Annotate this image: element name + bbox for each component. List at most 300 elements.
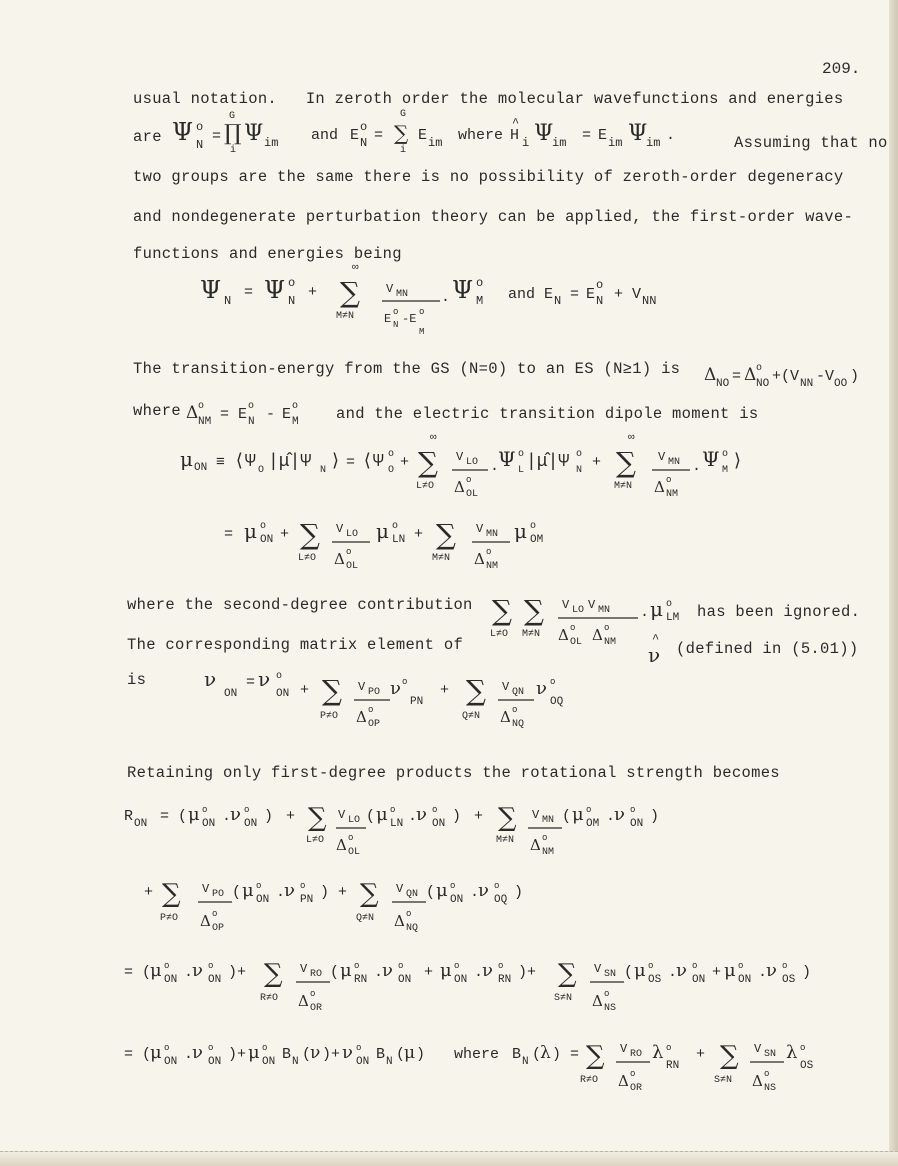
svg-text:E: E bbox=[384, 312, 392, 326]
svg-text:V: V bbox=[386, 282, 394, 296]
svg-text:∞: ∞ bbox=[352, 262, 359, 274]
svg-text:E: E bbox=[282, 406, 292, 423]
svg-text:+: + bbox=[144, 884, 154, 901]
svg-text:ν: ν bbox=[390, 678, 401, 699]
svg-text:o: o bbox=[498, 961, 504, 971]
svg-text:LM: LM bbox=[666, 612, 680, 624]
svg-text:.: . bbox=[640, 604, 650, 621]
svg-text:N: N bbox=[292, 1056, 299, 1068]
svg-text:S≠N: S≠N bbox=[714, 1075, 733, 1086]
svg-text:S≠N: S≠N bbox=[554, 993, 573, 1004]
svg-text:R≠O: R≠O bbox=[580, 1075, 599, 1086]
svg-text:+: + bbox=[338, 884, 348, 901]
svg-text:Ψ: Ψ bbox=[534, 121, 554, 146]
svg-text:V: V bbox=[338, 808, 346, 822]
svg-text:): ) bbox=[850, 368, 860, 385]
svg-text:OM: OM bbox=[586, 818, 600, 830]
svg-text:NS: NS bbox=[604, 1003, 617, 1014]
svg-text:N: N bbox=[596, 294, 604, 308]
svg-text:Δ: Δ bbox=[336, 836, 347, 854]
svg-text:OR: OR bbox=[630, 1083, 643, 1094]
svg-text:i: i bbox=[522, 136, 530, 150]
svg-text:μ: μ bbox=[248, 1042, 260, 1063]
svg-text:=: = bbox=[346, 454, 356, 471]
svg-text:OR: OR bbox=[310, 1003, 323, 1014]
svg-text:V: V bbox=[300, 962, 308, 976]
svg-text:OL: OL bbox=[346, 561, 359, 572]
svg-text:λ: λ bbox=[652, 1042, 664, 1063]
svg-text:o: o bbox=[260, 521, 267, 532]
svg-text:i: i bbox=[400, 145, 407, 156]
page-number: 209. bbox=[822, 60, 861, 78]
svg-text:o: o bbox=[648, 961, 654, 971]
svg-text:NM: NM bbox=[542, 847, 555, 858]
svg-text:ON: ON bbox=[450, 894, 464, 906]
svg-text:)+: )+ bbox=[228, 964, 247, 981]
svg-text:Ψ: Ψ bbox=[628, 121, 648, 146]
page-bottom-edge bbox=[0, 1151, 898, 1166]
svg-text:μ: μ bbox=[244, 519, 257, 543]
svg-text:o: o bbox=[486, 547, 492, 557]
first-order-wavefunction-equation bbox=[200, 256, 680, 346]
svg-text:.: . bbox=[692, 458, 702, 475]
svg-text:): ) bbox=[452, 808, 462, 825]
svg-text:Ψ: Ψ bbox=[452, 276, 474, 304]
svg-text:V: V bbox=[594, 962, 602, 976]
svg-text:QN: QN bbox=[406, 889, 419, 900]
svg-text:ON: ON bbox=[202, 818, 216, 830]
svg-text:∑: ∑ bbox=[418, 446, 438, 479]
svg-text:+: + bbox=[414, 526, 424, 543]
text-are: are bbox=[133, 128, 162, 146]
svg-text:.: . bbox=[184, 1046, 194, 1063]
svg-text:o: o bbox=[406, 909, 412, 919]
text-line-11: Retaining only first-degree products the rotational strength becomes bbox=[127, 764, 780, 782]
svg-text:): ) bbox=[514, 884, 524, 901]
svg-text:o: o bbox=[292, 401, 299, 412]
svg-text:o: o bbox=[604, 989, 610, 999]
svg-text:=: = bbox=[212, 128, 222, 145]
svg-text:ν: ν bbox=[382, 960, 393, 981]
svg-text:M: M bbox=[292, 416, 299, 428]
svg-text:NS: NS bbox=[764, 1083, 777, 1094]
svg-text:o: o bbox=[454, 961, 460, 971]
svg-text:ON: ON bbox=[262, 1056, 276, 1068]
svg-text:o: o bbox=[738, 961, 744, 971]
text-line-7-end: and the electric transition dipole moment is bbox=[336, 405, 759, 423]
text-line-4: and nondegenerate perturbation theory can be applied, the first-order wave- bbox=[133, 208, 854, 226]
svg-text:MN: MN bbox=[396, 289, 409, 300]
svg-text:M≠N: M≠N bbox=[432, 553, 451, 564]
svg-text:V: V bbox=[358, 680, 366, 694]
svg-text:P≠O: P≠O bbox=[320, 711, 339, 722]
svg-text:=: = bbox=[374, 127, 384, 144]
text-line-9-end: (defined in (5.01)) bbox=[676, 640, 859, 658]
svg-text:∑: ∑ bbox=[720, 1041, 739, 1071]
svg-text:): ) bbox=[802, 964, 812, 981]
svg-text:Ψ: Ψ bbox=[702, 447, 720, 471]
svg-text:o: o bbox=[476, 276, 484, 290]
svg-text:⟨Ψ: ⟨Ψ bbox=[362, 452, 384, 472]
svg-text:): ) bbox=[416, 1046, 426, 1063]
svg-text:QN: QN bbox=[512, 687, 525, 698]
svg-text:o: o bbox=[208, 1043, 214, 1053]
svg-text:≡: ≡ bbox=[216, 454, 226, 471]
svg-text:N: N bbox=[196, 138, 204, 152]
svg-text:G: G bbox=[400, 109, 407, 120]
svg-text:(: ( bbox=[624, 964, 634, 981]
svg-text:∏: ∏ bbox=[224, 121, 242, 146]
svg-text:RN: RN bbox=[666, 1060, 680, 1072]
svg-text:|μ̂|Ψ: |μ̂|Ψ bbox=[268, 452, 312, 472]
svg-text:λ: λ bbox=[786, 1042, 798, 1063]
svg-text:(: ( bbox=[562, 808, 572, 825]
svg-text:Δ: Δ bbox=[752, 1072, 763, 1090]
svg-text:MN: MN bbox=[668, 457, 681, 468]
svg-text:N: N bbox=[522, 1056, 529, 1068]
svg-text:o: o bbox=[310, 989, 316, 999]
svg-text:im: im bbox=[608, 136, 623, 150]
svg-text:=: = bbox=[582, 127, 592, 144]
svg-text:N: N bbox=[360, 136, 368, 150]
svg-text:o: o bbox=[164, 961, 170, 971]
svg-text:ON: ON bbox=[454, 974, 468, 986]
svg-text:o: o bbox=[512, 705, 518, 715]
svg-text:μ: μ bbox=[150, 960, 162, 981]
svg-text:Δ: Δ bbox=[186, 403, 199, 423]
svg-text:⟨Ψ: ⟨Ψ bbox=[234, 452, 256, 472]
svg-text:Δ: Δ bbox=[454, 478, 465, 496]
svg-text:+: + bbox=[592, 454, 602, 471]
svg-text:SN: SN bbox=[764, 1049, 777, 1060]
text-line-1: usual notation. In zeroth order the molecular wavefunctions and energies bbox=[133, 90, 844, 108]
svg-text:= (: = ( bbox=[160, 808, 188, 825]
svg-text:Ψ: Ψ bbox=[200, 276, 222, 304]
svg-text:SN: SN bbox=[604, 969, 617, 980]
svg-text:o: o bbox=[666, 599, 673, 610]
svg-text:o: o bbox=[392, 521, 399, 532]
rotational-strength-equations bbox=[124, 790, 854, 1110]
text-line-5: functions and energies being bbox=[133, 245, 402, 263]
svg-text:λ: λ bbox=[540, 1043, 551, 1063]
svg-text:Ψ: Ψ bbox=[264, 276, 286, 304]
svg-text:+(V: +(V bbox=[772, 368, 800, 385]
svg-text:NM: NM bbox=[198, 416, 212, 428]
svg-text:RO: RO bbox=[630, 1049, 643, 1060]
svg-text:): ) bbox=[650, 808, 660, 825]
svg-text:M≠N: M≠N bbox=[614, 481, 633, 492]
svg-text:∑: ∑ bbox=[466, 674, 486, 707]
svg-text:o: o bbox=[630, 805, 636, 815]
svg-text:P≠O: P≠O bbox=[160, 913, 179, 924]
svg-text:N: N bbox=[393, 320, 399, 330]
svg-text:o: o bbox=[570, 623, 576, 633]
svg-text:∑: ∑ bbox=[436, 518, 456, 551]
text-and-2: and bbox=[508, 286, 536, 303]
svg-text:Ψ: Ψ bbox=[498, 447, 516, 471]
svg-text:o: o bbox=[348, 833, 354, 843]
svg-text:L≠O: L≠O bbox=[490, 629, 509, 640]
svg-text:μ: μ bbox=[376, 519, 389, 543]
svg-text:OS: OS bbox=[800, 1060, 814, 1072]
svg-text:o: o bbox=[576, 449, 583, 460]
svg-text:o: o bbox=[550, 677, 556, 687]
svg-text:^: ^ bbox=[652, 632, 660, 646]
svg-text:OQ: OQ bbox=[494, 894, 508, 906]
svg-text:V: V bbox=[476, 522, 484, 536]
svg-text:NN: NN bbox=[642, 294, 657, 308]
text-line-10: is bbox=[127, 671, 147, 689]
svg-text:ON: ON bbox=[356, 1056, 370, 1068]
svg-text:)+: )+ bbox=[228, 1046, 247, 1063]
svg-text:o: o bbox=[666, 475, 672, 485]
svg-text:) =: ) = bbox=[552, 1046, 580, 1063]
svg-text:.: . bbox=[490, 458, 500, 475]
svg-text:G: G bbox=[229, 111, 236, 122]
svg-text:o: o bbox=[542, 833, 548, 843]
svg-text:V: V bbox=[620, 1042, 628, 1056]
svg-text:+: + bbox=[474, 808, 484, 825]
svg-text:o: o bbox=[360, 120, 368, 134]
svg-text:V: V bbox=[532, 808, 540, 822]
text-line-8-end: has been ignored. bbox=[697, 603, 861, 621]
svg-text:L≠O: L≠O bbox=[298, 553, 317, 564]
svg-text:μ: μ bbox=[404, 1043, 416, 1063]
svg-text:OO: OO bbox=[834, 378, 848, 390]
svg-text:OM: OM bbox=[530, 534, 544, 546]
svg-text:PN: PN bbox=[410, 696, 424, 708]
dipole-moment-equation bbox=[180, 426, 870, 586]
svg-text:=: = bbox=[220, 406, 230, 423]
svg-text:Δ: Δ bbox=[356, 708, 367, 726]
svg-text:o: o bbox=[756, 363, 763, 374]
svg-text:LO: LO bbox=[466, 457, 479, 468]
svg-text:M≠N: M≠N bbox=[336, 311, 355, 322]
svg-text:o: o bbox=[402, 677, 408, 687]
svg-text:.: . bbox=[666, 127, 676, 144]
svg-text:+: + bbox=[280, 526, 290, 543]
svg-text:o: o bbox=[419, 307, 425, 317]
svg-text:o: o bbox=[432, 805, 438, 815]
svg-text:E: E bbox=[544, 286, 554, 303]
svg-text:o: o bbox=[288, 276, 296, 290]
svg-text:LO: LO bbox=[346, 529, 359, 540]
svg-text:V: V bbox=[632, 286, 642, 303]
svg-text:Δ: Δ bbox=[654, 478, 665, 496]
svg-text:Δ: Δ bbox=[334, 550, 345, 568]
svg-text:+: + bbox=[440, 682, 450, 699]
svg-text:ON: ON bbox=[164, 974, 178, 986]
svg-text:OP: OP bbox=[212, 923, 225, 934]
svg-text:i: i bbox=[230, 145, 237, 156]
svg-text:N: N bbox=[320, 465, 327, 476]
svg-text:o: o bbox=[356, 1043, 362, 1053]
svg-text:NN: NN bbox=[800, 378, 814, 390]
svg-text:.: . bbox=[184, 964, 194, 981]
svg-text:Q≠N: Q≠N bbox=[356, 913, 375, 924]
svg-text:MN: MN bbox=[486, 529, 499, 540]
svg-text:L≠O: L≠O bbox=[416, 481, 435, 492]
svg-text:o: o bbox=[530, 521, 537, 532]
svg-text:Δ: Δ bbox=[558, 626, 569, 644]
svg-text:o: o bbox=[164, 1043, 170, 1053]
svg-text:RN: RN bbox=[354, 974, 368, 986]
svg-text:μ: μ bbox=[340, 960, 352, 981]
svg-text:= (: = ( bbox=[124, 1046, 152, 1063]
svg-text:LN: LN bbox=[390, 818, 404, 830]
svg-text:N: N bbox=[386, 1056, 393, 1068]
svg-text:(: ( bbox=[232, 884, 242, 901]
svg-text:): ) bbox=[320, 884, 330, 901]
svg-text:μ: μ bbox=[514, 519, 527, 543]
svg-text:ON: ON bbox=[208, 974, 222, 986]
svg-text:ν: ν bbox=[478, 880, 489, 901]
svg-text:o: o bbox=[198, 401, 205, 412]
svg-text:∑: ∑ bbox=[308, 803, 327, 833]
svg-text:(: ( bbox=[532, 1046, 542, 1063]
text-line-7-start: where bbox=[133, 402, 182, 420]
svg-text:o: o bbox=[390, 805, 396, 815]
svg-text:M: M bbox=[476, 294, 484, 308]
svg-text:R≠O: R≠O bbox=[260, 993, 279, 1004]
svg-text:V: V bbox=[588, 598, 596, 612]
svg-text:E: E bbox=[586, 286, 596, 303]
svg-text:LO: LO bbox=[572, 605, 585, 616]
svg-text:μ: μ bbox=[188, 804, 200, 825]
svg-text:ON: ON bbox=[276, 688, 290, 700]
svg-text:.: . bbox=[606, 808, 616, 825]
svg-text:.: . bbox=[668, 964, 678, 981]
svg-text:o: o bbox=[244, 805, 250, 815]
svg-text:ν: ν bbox=[258, 667, 271, 691]
svg-text:Δ: Δ bbox=[592, 992, 603, 1010]
text-line-9-start: The corresponding matrix element of bbox=[127, 636, 464, 654]
svg-text:Δ: Δ bbox=[298, 992, 309, 1010]
svg-text:o: o bbox=[604, 623, 610, 633]
text-line-3: two groups are the same there is no possibility of zeroth-order degeneracy bbox=[133, 168, 844, 186]
svg-text:Δ: Δ bbox=[704, 365, 717, 385]
svg-text:): ) bbox=[264, 808, 274, 825]
text-line-6: The transition-energy from the GS (N=0) to an ES (N≥1) is bbox=[133, 360, 681, 378]
svg-text:im: im bbox=[264, 136, 279, 150]
svg-text:Q≠N: Q≠N bbox=[462, 711, 481, 722]
svg-text:ON: ON bbox=[256, 894, 270, 906]
svg-text:|μ̂|Ψ: |μ̂|Ψ bbox=[526, 452, 570, 472]
svg-text:∑: ∑ bbox=[340, 276, 360, 309]
svg-text:+: + bbox=[300, 682, 310, 699]
svg-text:ν: ν bbox=[310, 1043, 321, 1063]
svg-text:Ψ: Ψ bbox=[244, 121, 264, 146]
page-edge bbox=[889, 0, 898, 1166]
svg-text:ν: ν bbox=[416, 804, 427, 825]
svg-text:o: o bbox=[450, 881, 456, 891]
svg-text:N: N bbox=[554, 294, 562, 308]
svg-text:OL: OL bbox=[466, 489, 479, 500]
svg-text:ON: ON bbox=[432, 818, 446, 830]
svg-text:∑: ∑ bbox=[360, 879, 379, 909]
svg-text:∑: ∑ bbox=[264, 959, 283, 989]
svg-text:ON: ON bbox=[194, 462, 208, 474]
svg-text:^: ^ bbox=[512, 116, 520, 130]
svg-text:OS: OS bbox=[648, 974, 662, 986]
svg-text:PO: PO bbox=[368, 687, 381, 698]
svg-text:∞: ∞ bbox=[628, 432, 635, 444]
svg-text:+: + bbox=[424, 964, 434, 981]
svg-text:NM: NM bbox=[486, 561, 499, 572]
svg-text:)+: )+ bbox=[322, 1046, 341, 1063]
svg-text:∑: ∑ bbox=[558, 959, 577, 989]
svg-text:Δ: Δ bbox=[744, 365, 757, 385]
zeroth-order-formulas bbox=[172, 106, 732, 156]
svg-text:μ: μ bbox=[242, 880, 254, 901]
svg-text:ON: ON bbox=[738, 974, 752, 986]
svg-text:+: + bbox=[308, 284, 318, 301]
svg-text:o: o bbox=[368, 705, 374, 715]
svg-text:ν: ν bbox=[192, 1042, 203, 1063]
svg-text:μ: μ bbox=[650, 597, 663, 621]
svg-text:μ: μ bbox=[180, 447, 193, 471]
svg-text:.: . bbox=[374, 964, 384, 981]
svg-text:N: N bbox=[576, 465, 583, 476]
svg-text:OP: OP bbox=[368, 719, 381, 730]
nu-hat-symbol bbox=[644, 628, 674, 668]
svg-text:im: im bbox=[552, 136, 567, 150]
svg-text:ν: ν bbox=[192, 960, 203, 981]
svg-text:o: o bbox=[764, 1069, 770, 1079]
svg-text:-E: -E bbox=[402, 312, 417, 326]
svg-text:o: o bbox=[346, 547, 352, 557]
svg-text:OL: OL bbox=[570, 637, 583, 648]
svg-text:V: V bbox=[396, 882, 404, 896]
svg-text:.: . bbox=[276, 884, 286, 901]
svg-text:o: o bbox=[518, 449, 525, 460]
svg-text:+: + bbox=[400, 454, 410, 471]
svg-text:NQ: NQ bbox=[406, 923, 419, 934]
svg-text:V: V bbox=[202, 882, 210, 896]
svg-text:V: V bbox=[336, 522, 344, 536]
svg-text:o: o bbox=[256, 881, 262, 891]
svg-text:.: . bbox=[474, 964, 484, 981]
svg-text:Δ: Δ bbox=[530, 836, 541, 854]
svg-text:V: V bbox=[456, 450, 464, 464]
svg-text:o: o bbox=[494, 881, 500, 891]
svg-text:o: o bbox=[388, 449, 395, 460]
svg-text:M: M bbox=[419, 327, 425, 337]
svg-text:∑: ∑ bbox=[492, 594, 512, 627]
svg-text:ν: ν bbox=[648, 643, 661, 667]
svg-text:NO: NO bbox=[716, 378, 730, 390]
svg-text:=: = bbox=[570, 286, 580, 303]
svg-text:L: L bbox=[518, 465, 525, 476]
magnetic-moment-equation bbox=[204, 656, 604, 746]
svg-text:OS: OS bbox=[782, 974, 796, 986]
svg-text:o: o bbox=[354, 961, 360, 971]
svg-text:RN: RN bbox=[498, 974, 512, 986]
svg-text:=: = bbox=[732, 368, 742, 385]
svg-text:B: B bbox=[512, 1046, 522, 1063]
svg-text:ν: ν bbox=[204, 667, 217, 691]
svg-text:o: o bbox=[596, 278, 604, 292]
svg-text:Δ: Δ bbox=[592, 626, 603, 644]
svg-text:∑: ∑ bbox=[616, 446, 636, 479]
svg-text:E: E bbox=[238, 406, 248, 423]
svg-text:LO: LO bbox=[348, 815, 361, 826]
svg-text:+: + bbox=[286, 808, 296, 825]
svg-text:Δ: Δ bbox=[394, 912, 405, 930]
svg-text:(: ( bbox=[396, 1046, 406, 1063]
svg-text:)+: )+ bbox=[518, 964, 537, 981]
svg-text:∑: ∑ bbox=[300, 518, 320, 551]
